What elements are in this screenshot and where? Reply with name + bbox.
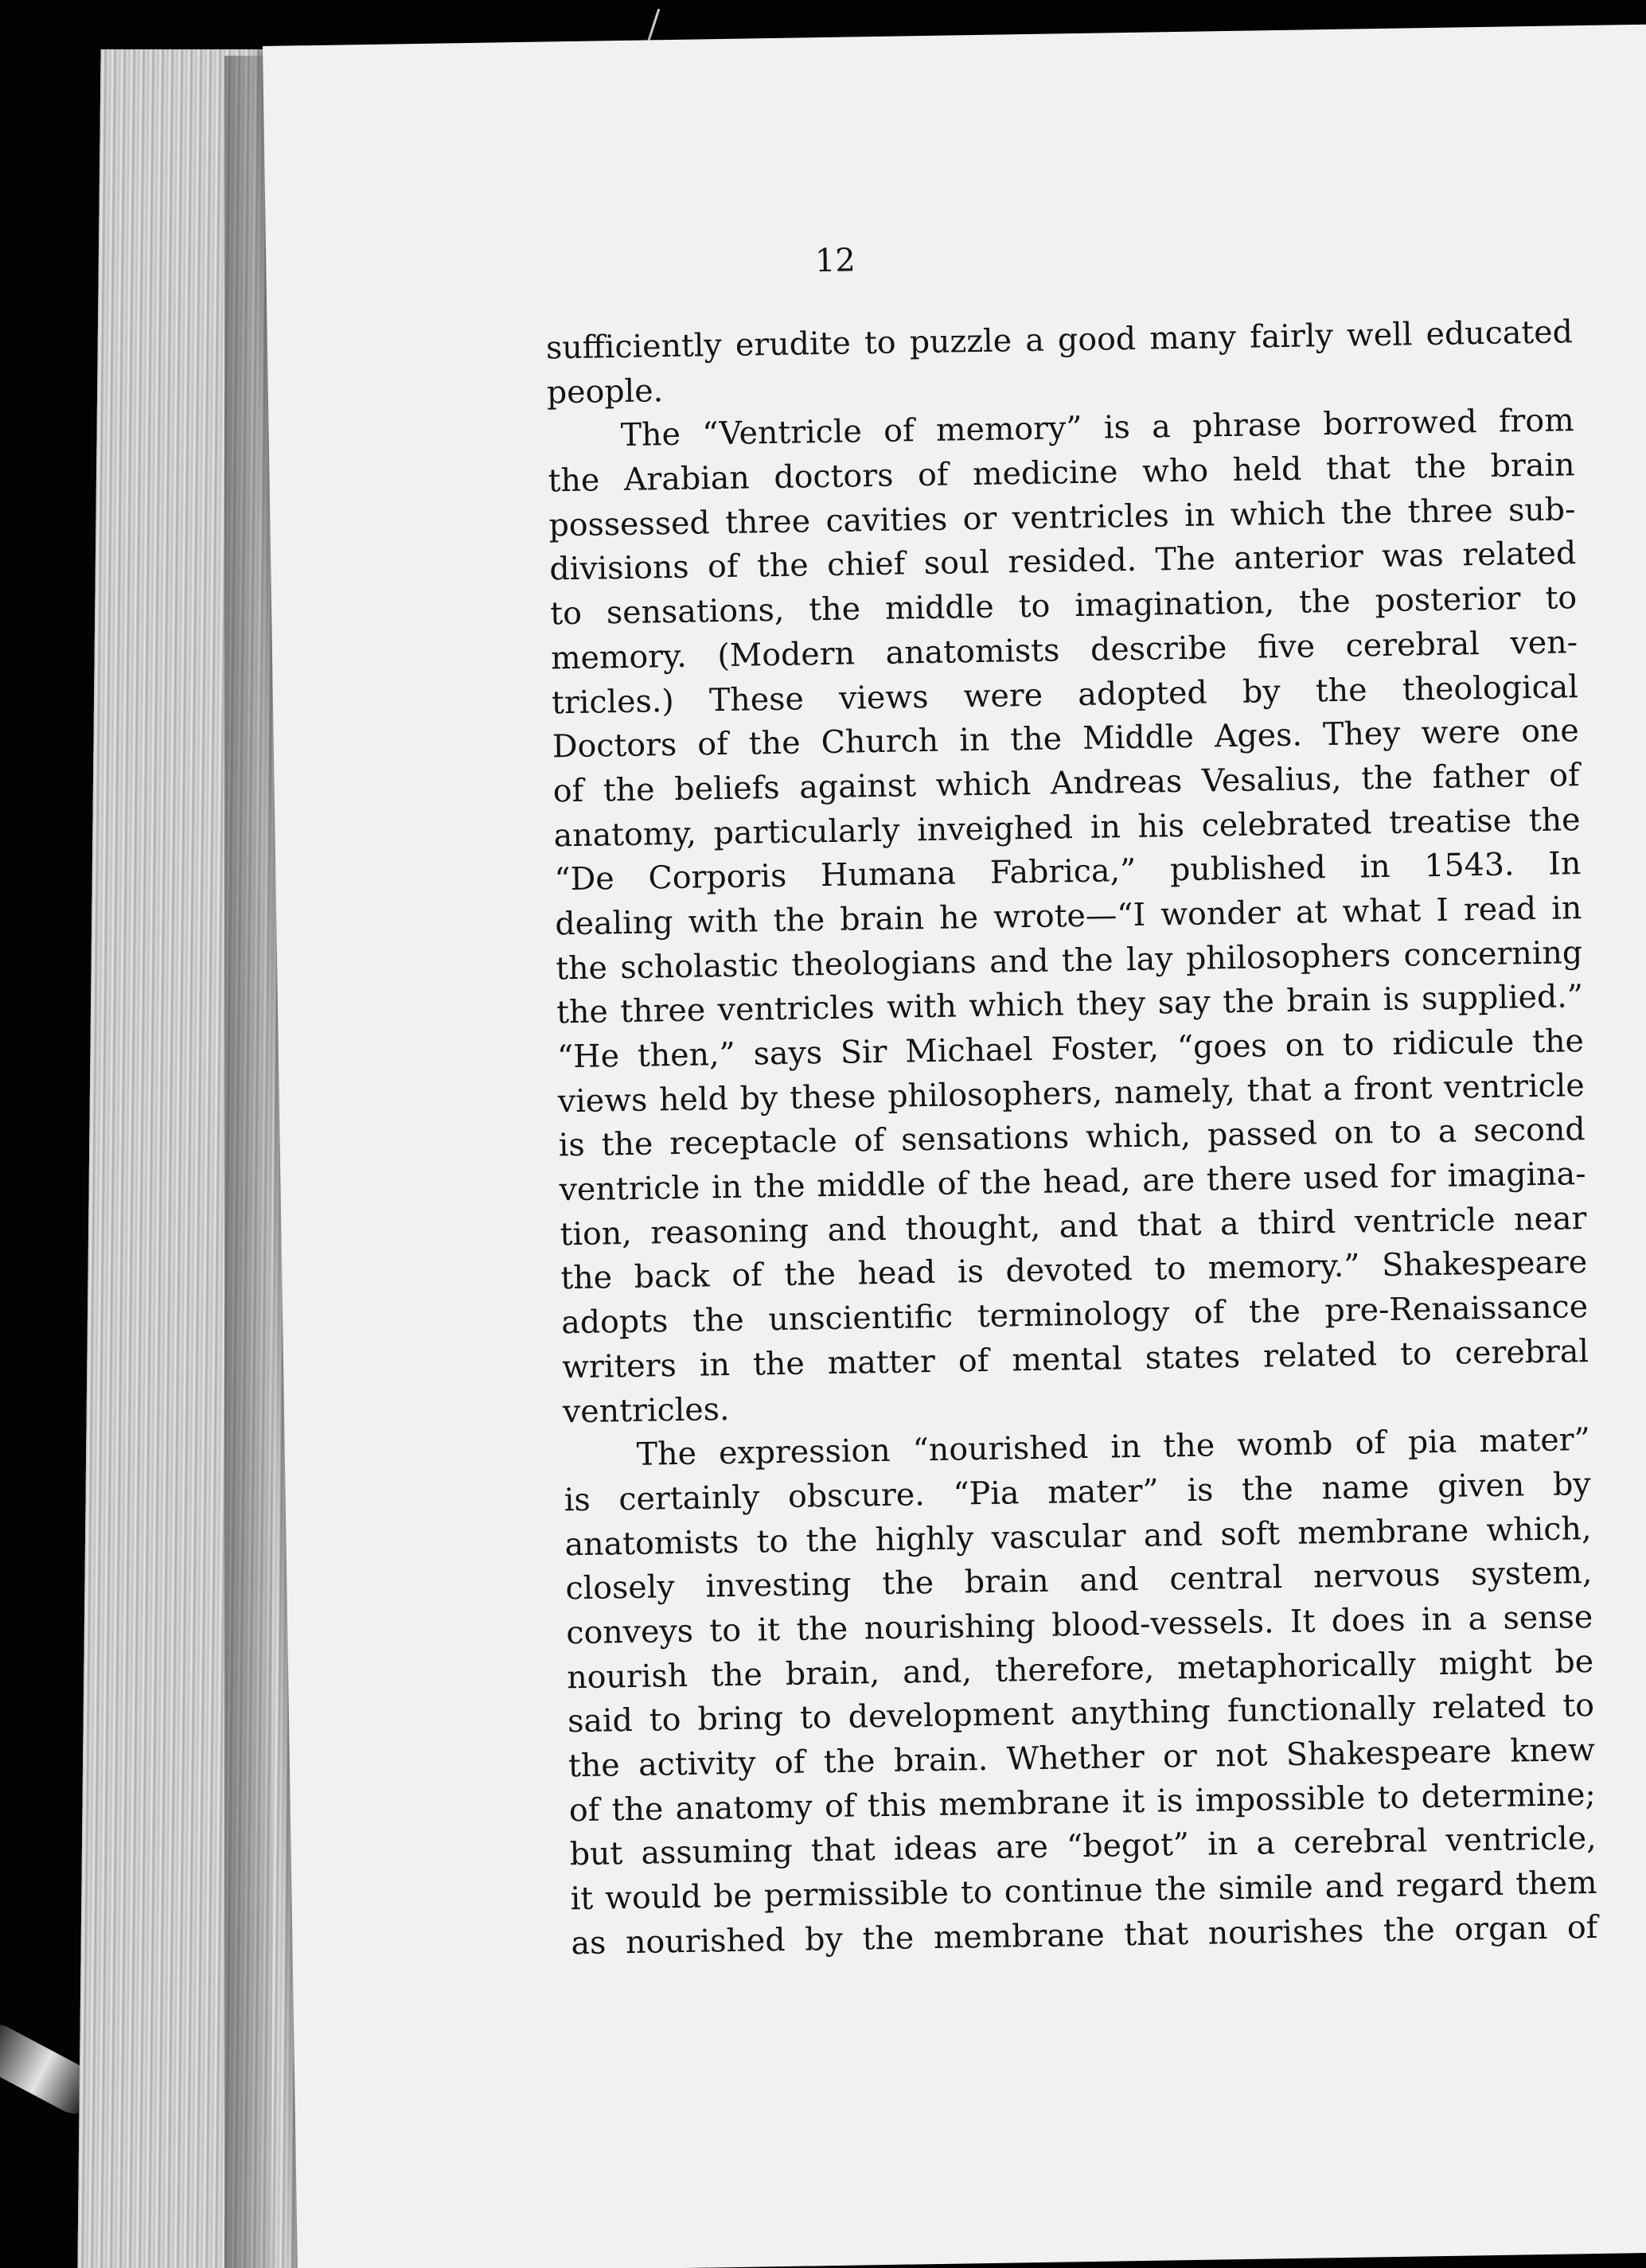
binding-shadow [224, 56, 272, 2268]
text-line: memory. (Modern anatomists describe five cerebral ven- [550, 623, 1578, 677]
text-line: ventricle in the middle of the head, are there used for imagina- [559, 1155, 1586, 1209]
text-line: anatomists to the highly vascular and soft membrane which, [564, 1510, 1592, 1563]
text-line: dealing with the brain he wrote—“I wonder at what I read in [555, 890, 1582, 943]
text-line: the Arabian doctors of medicine who held that the brain [548, 446, 1575, 500]
text-line: people. [546, 372, 664, 411]
text-line: nourish the brain, and, therefore, metaphorically might be [566, 1643, 1594, 1696]
text-line: sufficiently erudite to puzzle a good many fairly well educated [545, 314, 1574, 367]
text-line: “De Corporis Humana Fabrica,” published in 1543. In [554, 845, 1582, 898]
text-line: is certainly obscure. “Pia mater” is the name given by [564, 1465, 1591, 1519]
text-line: as nourished by the membrane that nourishes the organ of [571, 1908, 1598, 1962]
book-page [263, 24, 1646, 2268]
text-line: said to bring to development anything functionally related to [567, 1687, 1595, 1740]
text-line: it would be permissible to continue the simile and regard them [570, 1865, 1597, 1918]
text-line: the activity of the brain. Whether or not Shakespeare knew [568, 1731, 1596, 1785]
text-line: but assuming that ideas are “begot” in a cerebral ventricle, [569, 1820, 1597, 1873]
text-line: is the receptacle of sensations which, passed on to a second [558, 1111, 1586, 1164]
page-number: 12 [814, 242, 856, 280]
text-line: views held by these philosophers, namely, that a front ventricle [557, 1066, 1586, 1120]
text-line: the three ventricles with which they say the brain is supplied.” [556, 978, 1584, 1031]
text-line: the scholastic theologians and the lay philosophers concerning [555, 933, 1583, 987]
text-line: possessed three cavities or ventricles in which the three sub- [548, 490, 1576, 544]
body-text [546, 310, 1598, 1966]
text-line: the back of the head is devoted to memory.” Shakespeare [560, 1244, 1588, 1297]
text-line: divisions of the chief soul resided. The anterior was related [549, 535, 1577, 588]
text-line: adopts the unscientific terminology of the pre-Renaissance [560, 1288, 1589, 1342]
text-line: to sensations, the middle to imagination, the posterior to [549, 579, 1578, 633]
text-line: anatomy, particularly inveighed in his celebrated treatise the [553, 801, 1581, 854]
text-line: tricles.) These views were adopted by the theological [551, 668, 1579, 721]
text-line: writers in the matter of mental states related to cerebral [561, 1332, 1589, 1386]
text-line: tion, reasoning and thought, and that a third ventricle near [560, 1199, 1587, 1253]
text-line: of the anatomy of this membrane it is impossible to determine; [568, 1775, 1597, 1829]
text-line: conveys to it the nourishing blood-vessels. It does in a sense [566, 1598, 1593, 1652]
text-line: ventricles. [562, 1390, 730, 1430]
text-line: closely investing the brain and central nervous system, [565, 1554, 1593, 1607]
text-line: The “Ventricle of memory” is a phrase borrowed from [620, 402, 1574, 454]
text-line: “He then,” says Sir Michael Foster, “goes on to ridicule the [556, 1023, 1585, 1076]
text-line: of the beliefs against which Andreas Vesalius, the father of [552, 757, 1580, 810]
text-line: The expression “nourished in the womb of pia mater” [636, 1421, 1591, 1474]
text-line: Doctors of the Church in the Middle Ages. They were one [552, 712, 1580, 766]
